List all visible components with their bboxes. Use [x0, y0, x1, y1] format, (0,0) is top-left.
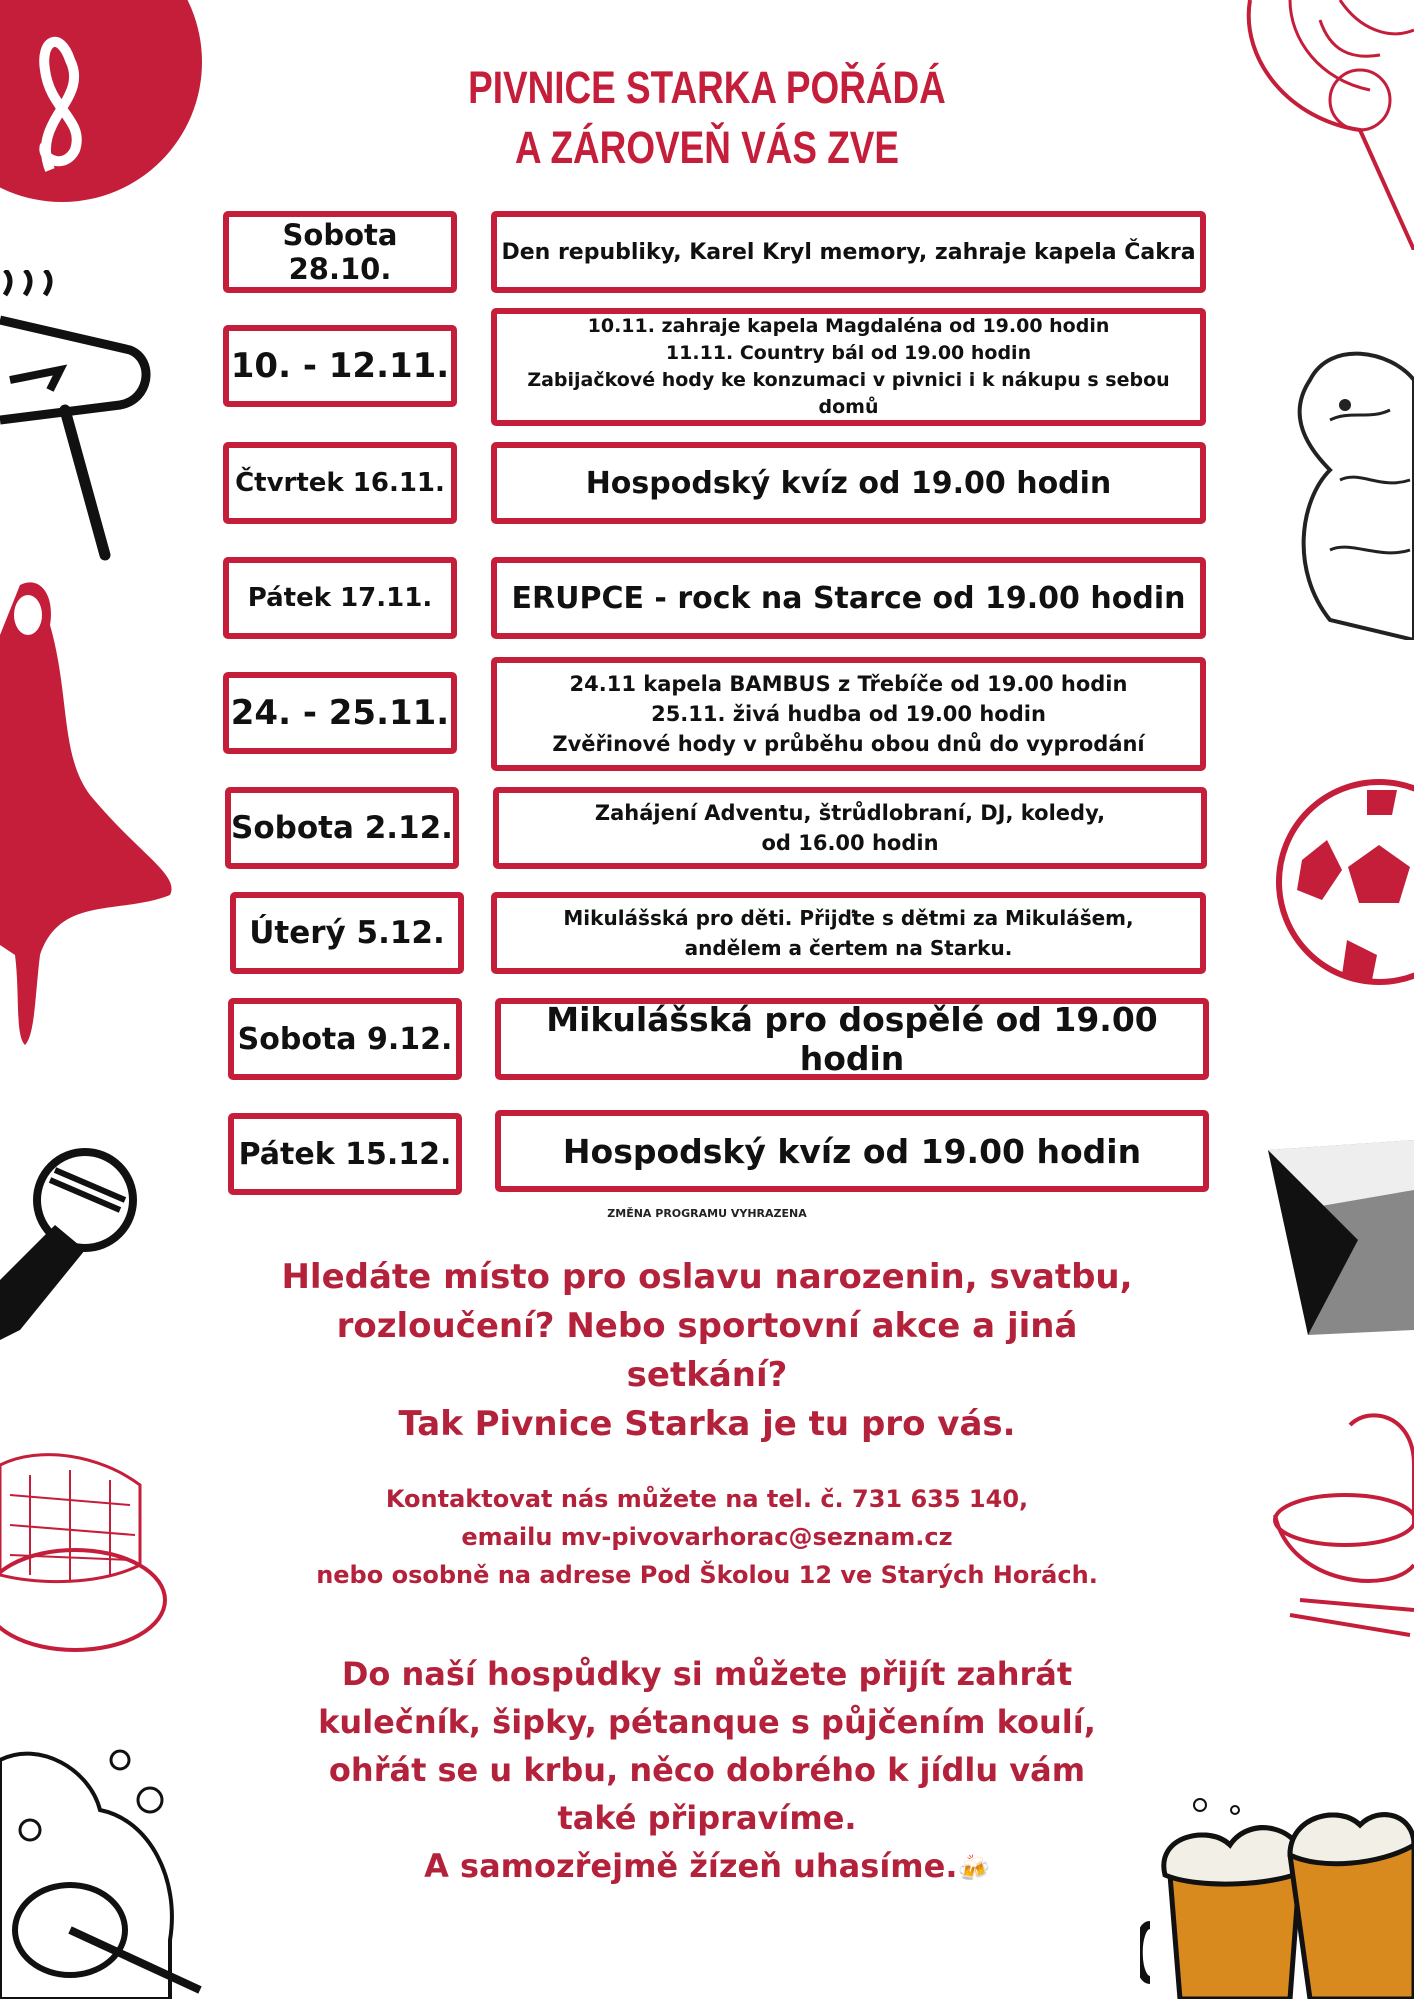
event-date-text: 24. - 25.11. [230, 693, 450, 733]
event-desc-line: 25.11. živá hudba od 19.00 hodin [651, 702, 1046, 726]
event-desc-7 [491, 892, 1206, 974]
event-date-5 [223, 672, 457, 754]
title-line-1: PIVNICE STARKA POŘÁDÁ [468, 62, 946, 113]
soccer-ball-icon [1272, 775, 1414, 990]
promo-text [0, 1253, 1414, 1449]
event-date-2 [223, 325, 457, 407]
event-date-text: 10. - 12.11. [230, 346, 450, 386]
event-desc-9 [495, 1110, 1209, 1192]
event-desc-2 [491, 308, 1206, 426]
promo-line: Tak Pivnice Starka je tu pro vás. [398, 1404, 1016, 1444]
event-date-text: Sobota 2.12. [231, 810, 453, 846]
event-desc-8 [495, 998, 1209, 1080]
event-desc-line: 24.11 kapela BAMBUS z Třebíče od 19.00 hodin [569, 672, 1128, 696]
event-date-3 [223, 442, 457, 524]
event-date-8 [228, 998, 462, 1080]
promo-line: Hledáte místo pro oslavu narozenin, svatbu, [281, 1257, 1133, 1297]
event-desc-text: Mikulášská pro dospělé od 19.00 hodin [546, 1000, 1158, 1078]
title-line-2: A ZÁROVEŇ VÁS ZVE [514, 122, 900, 173]
offer-line: Do naší hospůdky si můžete přijít zahrát [341, 1655, 1073, 1693]
event-date-text: Čtvrtek 16.11. [235, 468, 445, 498]
contact-text [0, 1480, 1414, 1594]
event-date-text: Úterý 5.12. [249, 915, 445, 951]
offer-text [0, 1650, 1414, 1893]
event-desc-line: 11.11. Country bál od 19.00 hodin [665, 342, 1032, 364]
promo-line: rozloučení? Nebo sportovní akce a jiná [336, 1306, 1078, 1346]
event-desc-1 [491, 211, 1206, 293]
event-date-1 [223, 211, 457, 293]
goblin-illustration [1270, 320, 1414, 640]
promo-line: setkání? [626, 1355, 788, 1395]
event-desc-5 [491, 657, 1206, 771]
event-desc-line: od 16.00 hodin [761, 831, 939, 855]
grill-icon [0, 270, 160, 570]
beer-emoji-icon: 🍻 [957, 1854, 990, 1884]
event-desc-6 [493, 787, 1207, 869]
event-desc-line: Zahájení Adventu, štrůdlobraní, DJ, koledy, [594, 801, 1106, 825]
event-date-text: Sobota 9.12. [237, 1021, 453, 1057]
contact-phone: Kontaktovat nás můžete na tel. č. 731 635 140, [385, 1485, 1029, 1513]
event-date-4 [223, 557, 457, 639]
event-date-7 [230, 892, 464, 974]
event-desc-text: Hospodský kvíz od 19.00 hodin [585, 465, 1112, 501]
event-desc-line: 10.11. zahraje kapela Magdaléna od 19.00 hodin [587, 315, 1110, 337]
event-date-9 [228, 1113, 462, 1195]
event-desc-3 [491, 442, 1206, 524]
program-change-note: ZMĚNA PROGRAMU VYHRAZENA [607, 1207, 807, 1220]
event-date-6 [225, 787, 459, 869]
event-date-text: Sobota 28.10. [282, 218, 398, 286]
event-date-text: Pátek 17.11. [247, 583, 433, 613]
event-desc-text: ERUPCE - rock na Starce od 19.00 hodin [511, 580, 1186, 616]
event-date-text: Pátek 15.12. [238, 1136, 452, 1172]
contact-address: nebo osobně na adrese Pod Školou 12 ve Starých Horách. [316, 1561, 1098, 1589]
event-desc-line: Zvěřinové hody v průběhu obou dnů do vyprodání [552, 732, 1145, 756]
event-desc-line: andělem a čertem na Starku. [684, 936, 1013, 960]
offer-line: také připravíme. [557, 1799, 857, 1837]
event-desc-4 [491, 557, 1206, 639]
offer-line: kulečník, šipky, pétanque s půjčením koulí, [318, 1703, 1096, 1741]
contact-email: emailu mv-pivovarhorac@seznam.cz [461, 1523, 953, 1551]
event-desc-text: Den republiky, Karel Kryl memory, zahraje kapela Čakra [501, 239, 1196, 265]
event-desc-text: Hospodský kvíz od 19.00 hodin [562, 1131, 1142, 1171]
offer-line: ohřát se u krbu, něco dobrého k jídlu vám [328, 1751, 1086, 1789]
event-desc-line: Zabijačkové hody ke konzumaci v pivnici i k nákupu s sebou domů [527, 369, 1170, 418]
event-desc-line: Mikulášská pro děti. Přijďte s dětmi za Mikulášem, [563, 906, 1134, 930]
offer-line: A samozřejmě žízeň uhasíme. [424, 1847, 958, 1885]
dancer-illustration [0, 575, 185, 1055]
page-title [127, 58, 1286, 178]
